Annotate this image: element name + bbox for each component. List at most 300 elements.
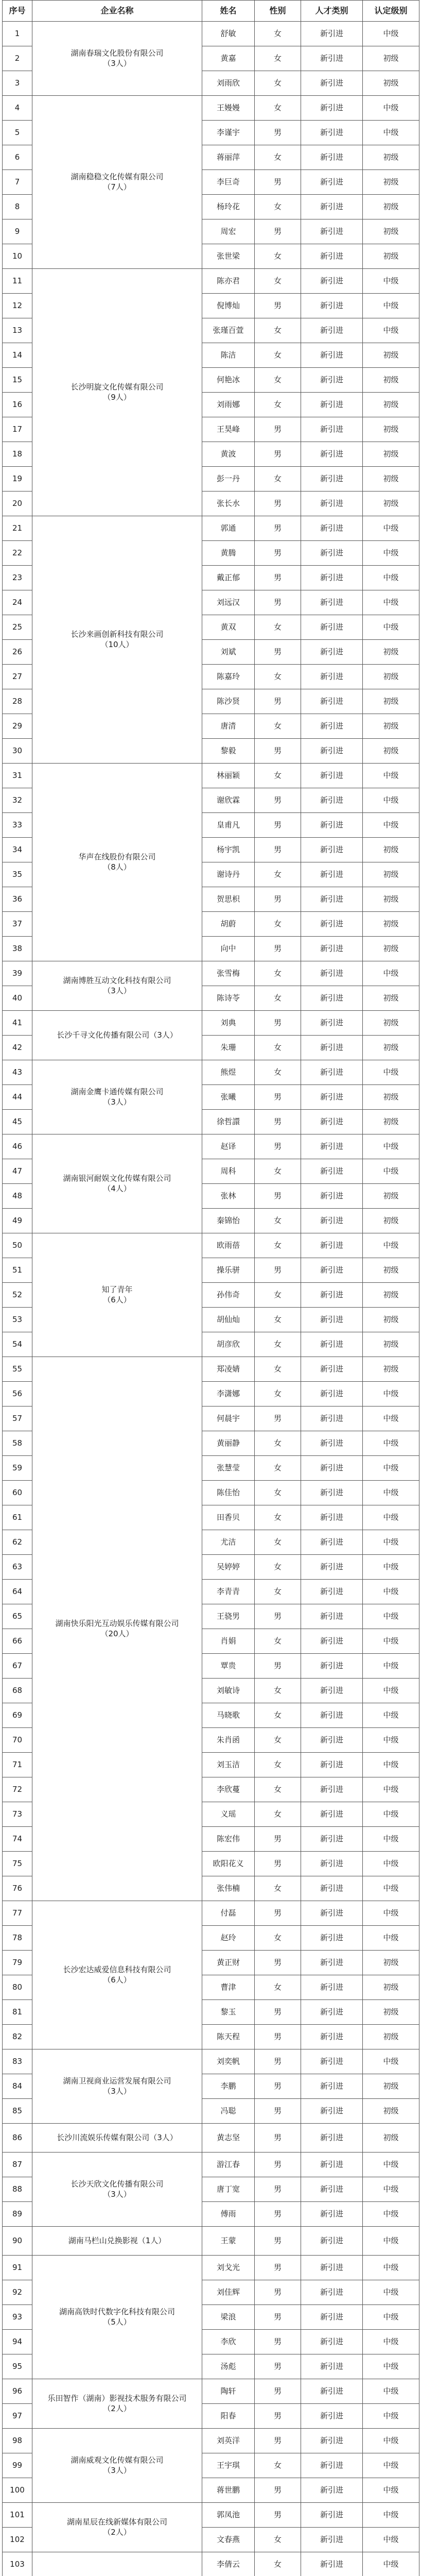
company-name-line: （20人） bbox=[100, 1629, 134, 1638]
cell-serial: 7 bbox=[3, 170, 32, 195]
cell-level: 中级 bbox=[363, 590, 419, 615]
cell-level: 中级 bbox=[363, 2429, 419, 2453]
cell-level: 中级 bbox=[363, 2552, 419, 2576]
cell-level: 中级 bbox=[363, 2177, 419, 2202]
cell-talent-type: 新引进 bbox=[301, 1654, 363, 1679]
cell-name: 吴婷婷 bbox=[202, 1555, 255, 1580]
cell-name: 李鹏 bbox=[202, 2074, 255, 2099]
company-name-line: 湖南高铁时代数字化科技有限公司 bbox=[59, 2307, 175, 2316]
cell-company bbox=[32, 96, 202, 269]
cell-name: 李青青 bbox=[202, 1580, 255, 1604]
cell-talent-type: 新引进 bbox=[301, 689, 363, 714]
company-name-line: 湖南马栏山兑换影视（1人） bbox=[68, 2235, 166, 2245]
cell-level: 中级 bbox=[363, 1777, 419, 1802]
cell-talent-type: 新引进 bbox=[301, 2202, 363, 2227]
cell-company bbox=[32, 2227, 202, 2256]
cell-name: 黄嘉 bbox=[202, 46, 255, 71]
cell-gender: 男 bbox=[255, 2177, 301, 2202]
cell-gender: 男 bbox=[255, 170, 301, 195]
cell-name: 黄波 bbox=[202, 442, 255, 467]
cell-level: 初级 bbox=[363, 912, 419, 937]
cell-talent-type: 新引进 bbox=[301, 2528, 363, 2552]
cell-serial: 20 bbox=[3, 492, 32, 516]
cell-level: 中级 bbox=[363, 2330, 419, 2354]
cell-level: 初级 bbox=[363, 1283, 419, 1308]
cell-gender: 男 bbox=[255, 417, 301, 442]
cell-talent-type: 新引进 bbox=[301, 714, 363, 739]
cell-talent-type: 新引进 bbox=[301, 1110, 363, 1134]
cell-talent-type: 新引进 bbox=[301, 961, 363, 986]
cell-talent-type: 新引进 bbox=[301, 862, 363, 887]
cell-serial: 17 bbox=[3, 417, 32, 442]
company-name-line: 湖南博胜互动文化科技有限公司 bbox=[63, 976, 171, 985]
cell-talent-type: 新引进 bbox=[301, 2153, 363, 2177]
cell-name: 李欣 bbox=[202, 2330, 255, 2354]
cell-gender: 男 bbox=[255, 1406, 301, 1431]
cell-talent-type: 新引进 bbox=[301, 1604, 363, 1629]
cell-level: 初级 bbox=[363, 1184, 419, 1209]
cell-talent-type: 新引进 bbox=[301, 1901, 363, 1926]
cell-level: 初级 bbox=[363, 1011, 419, 1036]
cell-serial: 49 bbox=[3, 1209, 32, 1233]
cell-serial: 51 bbox=[3, 1258, 32, 1283]
cell-gender: 女 bbox=[255, 714, 301, 739]
cell-name: 刘雨娜 bbox=[202, 393, 255, 417]
cell-level: 中级 bbox=[363, 961, 419, 986]
cell-serial: 32 bbox=[3, 788, 32, 813]
cell-talent-type: 新引进 bbox=[301, 294, 363, 318]
cell-level: 初级 bbox=[363, 1085, 419, 1110]
cell-talent-type: 新引进 bbox=[301, 1159, 363, 1184]
cell-gender: 男 bbox=[255, 541, 301, 566]
cell-gender: 女 bbox=[255, 1283, 301, 1308]
cell-gender: 男 bbox=[255, 1110, 301, 1134]
cell-gender: 女 bbox=[255, 1530, 301, 1555]
cell-gender: 男 bbox=[255, 294, 301, 318]
table-row bbox=[3, 2429, 419, 2453]
cell-company bbox=[32, 22, 202, 96]
cell-gender: 男 bbox=[255, 2305, 301, 2330]
cell-gender: 女 bbox=[255, 862, 301, 887]
cell-gender: 男 bbox=[255, 813, 301, 838]
cell-name: 唐丁宽 bbox=[202, 2177, 255, 2202]
cell-level: 初级 bbox=[363, 393, 419, 417]
cell-talent-type: 新引进 bbox=[301, 541, 363, 566]
table-row bbox=[3, 269, 419, 294]
cell-serial: 84 bbox=[3, 2074, 32, 2099]
cell-talent-type: 新引进 bbox=[301, 2000, 363, 2025]
cell-level: 初级 bbox=[363, 1258, 419, 1283]
cell-level: 中级 bbox=[363, 1901, 419, 1926]
cell-level: 初级 bbox=[363, 368, 419, 393]
cell-gender: 女 bbox=[255, 1036, 301, 1060]
company-name-line: 湖南金鹰卡通传媒有限公司 bbox=[71, 1087, 164, 1096]
cell-serial: 71 bbox=[3, 1753, 32, 1777]
cell-serial: 56 bbox=[3, 1382, 32, 1406]
cell-name: 李谨宇 bbox=[202, 121, 255, 145]
cell-gender: 男 bbox=[255, 640, 301, 665]
cell-serial: 31 bbox=[3, 764, 32, 788]
cell-talent-type: 新引进 bbox=[301, 2503, 363, 2528]
company-name-line: （3人） bbox=[103, 2086, 131, 2096]
cell-level: 初级 bbox=[363, 417, 419, 442]
table-row bbox=[3, 2552, 419, 2576]
table-row bbox=[3, 1357, 419, 1382]
cell-name: 黎毅 bbox=[202, 739, 255, 764]
cell-gender: 男 bbox=[255, 2000, 301, 2025]
cell-level: 中级 bbox=[363, 1703, 419, 1728]
cell-talent-type: 新引进 bbox=[301, 170, 363, 195]
cell-level: 中级 bbox=[363, 764, 419, 788]
cell-gender: 男 bbox=[255, 219, 301, 244]
cell-name: 戴正郁 bbox=[202, 566, 255, 590]
cell-company bbox=[32, 2429, 202, 2503]
cell-serial: 48 bbox=[3, 1184, 32, 1209]
cell-level: 中级 bbox=[363, 1679, 419, 1703]
cell-name: 刘远汉 bbox=[202, 590, 255, 615]
cell-talent-type: 新引进 bbox=[301, 1134, 363, 1159]
company-name-line: 长沙千寻文化传播有限公司（3人） bbox=[57, 1030, 178, 1040]
cell-gender: 男 bbox=[255, 2227, 301, 2256]
cell-level: 中级 bbox=[363, 541, 419, 566]
cell-name: 舒敏 bbox=[202, 22, 255, 46]
cell-talent-type: 新引进 bbox=[301, 1184, 363, 1209]
cell-name: 贺思枳 bbox=[202, 887, 255, 912]
cell-talent-type: 新引进 bbox=[301, 269, 363, 294]
cell-gender: 男 bbox=[255, 1085, 301, 1110]
cell-name: 田香贝 bbox=[202, 1505, 255, 1530]
cell-level: 初级 bbox=[363, 1357, 419, 1382]
cell-name: 刘雨欣 bbox=[202, 71, 255, 96]
cell-name: 阳春 bbox=[202, 2404, 255, 2429]
cell-serial: 64 bbox=[3, 1580, 32, 1604]
table-body bbox=[3, 22, 419, 2576]
company-name-line: 知了青年 bbox=[101, 1285, 133, 1294]
cell-gender: 女 bbox=[255, 46, 301, 71]
cell-level: 中级 bbox=[363, 1060, 419, 1085]
cell-gender: 女 bbox=[255, 96, 301, 121]
header-talent-type: 人才类别 bbox=[301, 1, 363, 22]
cell-talent-type: 新引进 bbox=[301, 1852, 363, 1876]
table-row bbox=[3, 961, 419, 986]
cell-talent-type: 新引进 bbox=[301, 2227, 363, 2256]
cell-name: 梁浪 bbox=[202, 2305, 255, 2330]
cell-talent-type: 新引进 bbox=[301, 1011, 363, 1036]
company-name-line: （3人） bbox=[103, 1097, 131, 1107]
cell-talent-type: 新引进 bbox=[301, 1926, 363, 1951]
cell-name: 陈亦君 bbox=[202, 269, 255, 294]
cell-gender: 女 bbox=[255, 1679, 301, 1703]
cell-name: 王蒙 bbox=[202, 2227, 255, 2256]
cell-name: 赵译 bbox=[202, 1134, 255, 1159]
cell-serial: 102 bbox=[3, 2528, 32, 2552]
cell-gender: 男 bbox=[255, 2153, 301, 2177]
cell-gender: 女 bbox=[255, 368, 301, 393]
cell-level: 中级 bbox=[363, 96, 419, 121]
cell-talent-type: 新引进 bbox=[301, 640, 363, 665]
cell-gender: 女 bbox=[255, 1060, 301, 1085]
cell-level: 初级 bbox=[363, 1308, 419, 1332]
cell-gender: 男 bbox=[255, 2503, 301, 2528]
cell-level: 中级 bbox=[363, 2354, 419, 2379]
cell-serial: 69 bbox=[3, 1703, 32, 1728]
cell-gender: 男 bbox=[255, 442, 301, 467]
cell-serial: 42 bbox=[3, 1036, 32, 1060]
header-name: 姓名 bbox=[202, 1, 255, 22]
cell-serial: 83 bbox=[3, 2049, 32, 2074]
cell-talent-type: 新引进 bbox=[301, 96, 363, 121]
cell-name: 刘典 bbox=[202, 1011, 255, 1036]
cell-level: 初级 bbox=[363, 2099, 419, 2124]
cell-serial: 35 bbox=[3, 862, 32, 887]
cell-talent-type: 新引进 bbox=[301, 1629, 363, 1654]
cell-talent-type: 新引进 bbox=[301, 195, 363, 219]
cell-serial: 96 bbox=[3, 2379, 32, 2404]
cell-serial: 29 bbox=[3, 714, 32, 739]
cell-serial: 65 bbox=[3, 1604, 32, 1629]
company-name-line: （6人） bbox=[103, 1975, 131, 1985]
table-row bbox=[3, 22, 419, 46]
cell-name: 陈诗苓 bbox=[202, 986, 255, 1011]
cell-gender: 男 bbox=[255, 566, 301, 590]
cell-gender: 女 bbox=[255, 986, 301, 1011]
cell-level: 中级 bbox=[363, 2153, 419, 2177]
table-row bbox=[3, 2124, 419, 2153]
company-name-line: （7人） bbox=[103, 182, 131, 192]
cell-level: 中级 bbox=[363, 1876, 419, 1901]
cell-gender: 女 bbox=[255, 1703, 301, 1728]
cell-serial: 36 bbox=[3, 887, 32, 912]
cell-gender: 男 bbox=[255, 516, 301, 541]
cell-talent-type: 新引进 bbox=[301, 1530, 363, 1555]
cell-name: 游江春 bbox=[202, 2153, 255, 2177]
cell-talent-type: 新引进 bbox=[301, 1209, 363, 1233]
cell-serial: 4 bbox=[3, 96, 32, 121]
cell-gender: 男 bbox=[255, 1654, 301, 1679]
company-name-line: 华声在线股份有限公司 bbox=[78, 852, 156, 861]
cell-talent-type: 新引进 bbox=[301, 813, 363, 838]
cell-serial: 87 bbox=[3, 2153, 32, 2177]
cell-name: 张慧莹 bbox=[202, 1456, 255, 1481]
company-name-line: （5人） bbox=[103, 2317, 131, 2327]
cell-company bbox=[32, 269, 202, 516]
cell-name: 胡仙灿 bbox=[202, 1308, 255, 1332]
company-name-line: 湖南银河耐娱文化传媒有限公司 bbox=[63, 1174, 171, 1183]
cell-serial: 10 bbox=[3, 244, 32, 269]
cell-serial: 59 bbox=[3, 1456, 32, 1481]
cell-gender: 女 bbox=[255, 1728, 301, 1753]
cell-talent-type: 新引进 bbox=[301, 1753, 363, 1777]
cell-level: 初级 bbox=[363, 1036, 419, 1060]
cell-name: 陈洁 bbox=[202, 343, 255, 368]
cell-talent-type: 新引进 bbox=[301, 1283, 363, 1308]
cell-gender: 女 bbox=[255, 1456, 301, 1481]
cell-talent-type: 新引进 bbox=[301, 2478, 363, 2503]
cell-serial: 76 bbox=[3, 1876, 32, 1901]
cell-name: 周宏 bbox=[202, 219, 255, 244]
cell-level: 初级 bbox=[363, 714, 419, 739]
cell-level: 中级 bbox=[363, 2453, 419, 2478]
cell-name: 赵玲 bbox=[202, 1926, 255, 1951]
cell-talent-type: 新引进 bbox=[301, 1555, 363, 1580]
cell-level: 初级 bbox=[363, 1110, 419, 1134]
cell-gender: 女 bbox=[255, 1876, 301, 1901]
cell-name: 李巨奇 bbox=[202, 170, 255, 195]
cell-level: 中级 bbox=[363, 813, 419, 838]
cell-serial: 3 bbox=[3, 71, 32, 96]
cell-level: 中级 bbox=[363, 1233, 419, 1258]
cell-name: 谢诗丹 bbox=[202, 862, 255, 887]
cell-serial: 79 bbox=[3, 1951, 32, 1975]
cell-level: 中级 bbox=[363, 1481, 419, 1505]
cell-level: 初级 bbox=[363, 640, 419, 665]
cell-talent-type: 新引进 bbox=[301, 2379, 363, 2404]
cell-level: 中级 bbox=[363, 2202, 419, 2227]
cell-serial: 40 bbox=[3, 986, 32, 1011]
company-name-line: （2人） bbox=[103, 2403, 131, 2413]
cell-level: 中级 bbox=[363, 22, 419, 46]
cell-serial: 6 bbox=[3, 145, 32, 170]
cell-gender: 女 bbox=[255, 1209, 301, 1233]
cell-gender: 女 bbox=[255, 145, 301, 170]
cell-serial: 63 bbox=[3, 1555, 32, 1580]
cell-name: 肖娟 bbox=[202, 1629, 255, 1654]
cell-talent-type: 新引进 bbox=[301, 2074, 363, 2099]
cell-name: 李倩云 bbox=[202, 2552, 255, 2576]
cell-talent-type: 新引进 bbox=[301, 1308, 363, 1332]
header-gender: 性别 bbox=[255, 1, 301, 22]
cell-level: 中级 bbox=[363, 1629, 419, 1654]
cell-gender: 男 bbox=[255, 2025, 301, 2049]
cell-serial: 103 bbox=[3, 2552, 32, 2576]
cell-name: 陈佳怡 bbox=[202, 1481, 255, 1505]
cell-serial: 14 bbox=[3, 343, 32, 368]
cell-gender: 男 bbox=[255, 739, 301, 764]
company-name-line: 乐田智作（湖南）影视技术服务有限公司 bbox=[47, 2394, 187, 2403]
cell-talent-type: 新引进 bbox=[301, 71, 363, 96]
table-row bbox=[3, 764, 419, 788]
cell-company bbox=[32, 2552, 202, 2576]
cell-level: 初级 bbox=[363, 145, 419, 170]
cell-serial: 94 bbox=[3, 2330, 32, 2354]
header-company: 企业名称 bbox=[32, 1, 202, 22]
cell-level: 中级 bbox=[363, 1406, 419, 1431]
cell-level: 中级 bbox=[363, 294, 419, 318]
cell-talent-type: 新引进 bbox=[301, 665, 363, 689]
company-name-line: （3人） bbox=[103, 58, 131, 68]
cell-gender: 男 bbox=[255, 2354, 301, 2379]
cell-level: 初级 bbox=[363, 887, 419, 912]
cell-name: 熊煜 bbox=[202, 1060, 255, 1085]
cell-level: 初级 bbox=[363, 1209, 419, 1233]
cell-level: 初级 bbox=[363, 665, 419, 689]
cell-level: 中级 bbox=[363, 1505, 419, 1530]
cell-talent-type: 新引进 bbox=[301, 417, 363, 442]
cell-level: 初级 bbox=[363, 689, 419, 714]
cell-serial: 37 bbox=[3, 912, 32, 937]
cell-name: 操乐骈 bbox=[202, 1258, 255, 1283]
cell-company bbox=[32, 516, 202, 764]
cell-talent-type: 新引进 bbox=[301, 343, 363, 368]
table-row bbox=[3, 2227, 419, 2256]
cell-talent-type: 新引进 bbox=[301, 1777, 363, 1802]
cell-gender: 女 bbox=[255, 1357, 301, 1382]
cell-serial: 27 bbox=[3, 665, 32, 689]
cell-serial: 70 bbox=[3, 1728, 32, 1753]
cell-name: 义瑶 bbox=[202, 1802, 255, 1827]
header-row bbox=[3, 1, 419, 22]
cell-gender: 女 bbox=[255, 1753, 301, 1777]
cell-serial: 11 bbox=[3, 269, 32, 294]
cell-talent-type: 新引进 bbox=[301, 1431, 363, 1456]
cell-talent-type: 新引进 bbox=[301, 22, 363, 46]
cell-level: 中级 bbox=[363, 1382, 419, 1406]
company-name-line: 长沙川流娱乐传媒有限公司（3人） bbox=[57, 2132, 178, 2142]
cell-serial: 19 bbox=[3, 467, 32, 492]
cell-gender: 男 bbox=[255, 590, 301, 615]
cell-gender: 女 bbox=[255, 1431, 301, 1456]
cell-talent-type: 新引进 bbox=[301, 1332, 363, 1357]
cell-name: 王嫚嫚 bbox=[202, 96, 255, 121]
cell-name: 陈嘉玲 bbox=[202, 665, 255, 689]
table-row bbox=[3, 2256, 419, 2280]
cell-talent-type: 新引进 bbox=[301, 2025, 363, 2049]
cell-name: 陶轩 bbox=[202, 2379, 255, 2404]
cell-name: 王宇琪 bbox=[202, 2453, 255, 2478]
cell-name: 刘玉洁 bbox=[202, 1753, 255, 1777]
cell-name: 李潇娜 bbox=[202, 1382, 255, 1406]
cell-name: 张瑾百萱 bbox=[202, 318, 255, 343]
cell-name: 何晨宇 bbox=[202, 1406, 255, 1431]
cell-name: 黄正财 bbox=[202, 1951, 255, 1975]
cell-name: 黎玉 bbox=[202, 2000, 255, 2025]
cell-serial: 89 bbox=[3, 2202, 32, 2227]
company-name-line: （3人） bbox=[103, 2189, 131, 2199]
cell-name: 林丽颖 bbox=[202, 764, 255, 788]
company-name-line: 长沙明旋文化传媒有限公司 bbox=[71, 382, 164, 392]
cell-name: 黄志坚 bbox=[202, 2124, 255, 2153]
cell-serial: 44 bbox=[3, 1085, 32, 1110]
cell-serial: 57 bbox=[3, 1406, 32, 1431]
cell-company bbox=[32, 2153, 202, 2227]
cell-gender: 女 bbox=[255, 1777, 301, 1802]
cell-gender: 女 bbox=[255, 1233, 301, 1258]
cell-name: 蒋世鹏 bbox=[202, 2478, 255, 2503]
cell-name: 陈天程 bbox=[202, 2025, 255, 2049]
table-row bbox=[3, 1901, 419, 1926]
cell-serial: 86 bbox=[3, 2124, 32, 2153]
cell-talent-type: 新引进 bbox=[301, 1975, 363, 2000]
cell-level: 中级 bbox=[363, 1753, 419, 1777]
cell-serial: 68 bbox=[3, 1679, 32, 1703]
cell-name: 覃贵 bbox=[202, 1654, 255, 1679]
cell-level: 初级 bbox=[363, 1332, 419, 1357]
cell-gender: 女 bbox=[255, 318, 301, 343]
cell-serial: 13 bbox=[3, 318, 32, 343]
cell-talent-type: 新引进 bbox=[301, 1827, 363, 1852]
cell-serial: 33 bbox=[3, 813, 32, 838]
cell-serial: 72 bbox=[3, 1777, 32, 1802]
company-name-line: 湖南春瑞文化股份有限公司 bbox=[71, 48, 164, 58]
cell-level: 中级 bbox=[363, 2503, 419, 2528]
cell-serial: 90 bbox=[3, 2227, 32, 2256]
cell-talent-type: 新引进 bbox=[301, 318, 363, 343]
cell-gender: 男 bbox=[255, 2074, 301, 2099]
cell-level: 初级 bbox=[363, 442, 419, 467]
cell-name: 张世梁 bbox=[202, 244, 255, 269]
cell-level: 中级 bbox=[363, 1134, 419, 1159]
cell-level: 中级 bbox=[363, 2227, 419, 2256]
